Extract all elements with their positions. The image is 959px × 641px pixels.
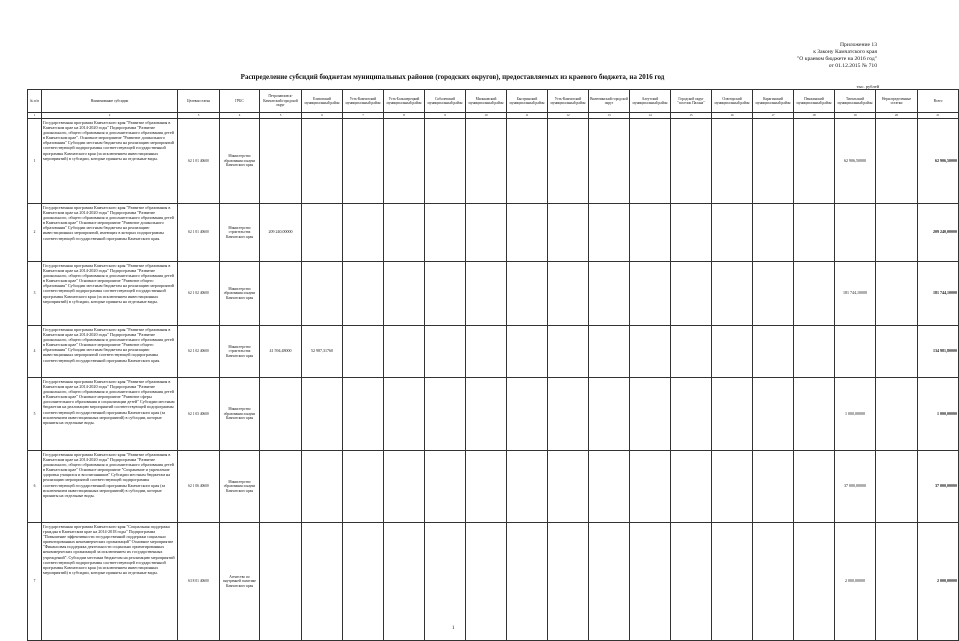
header-cell: ГРБС <box>220 90 260 113</box>
value-cell: 52 987,31760 <box>302 326 343 378</box>
value-cell <box>466 523 507 641</box>
value-cell: 1 000,00000 <box>835 378 876 451</box>
header-row <box>28 90 959 113</box>
value-cell <box>425 262 466 326</box>
row-number: 4 <box>28 326 42 378</box>
value-cell <box>302 378 343 451</box>
value-cell <box>712 451 753 523</box>
value-cell <box>835 204 876 262</box>
value-cell <box>260 262 302 326</box>
value-cell <box>589 262 630 326</box>
value-cell <box>630 119 671 204</box>
document-title: Распределение субсидий бюджетам муниципальных районов (городских округов), предоставляемых из краевого бюджета, на 2016 год <box>240 73 665 81</box>
row-number: 7 <box>28 523 42 641</box>
unallocated-cell <box>876 523 918 641</box>
value-cell: 37 000,00000 <box>835 451 876 523</box>
value-cell <box>548 204 589 262</box>
value-cell <box>466 119 507 204</box>
value-cell <box>630 326 671 378</box>
column-number: 6 <box>302 113 343 119</box>
column-number: 5 <box>260 113 302 119</box>
total-cell: 181 744,10000 <box>918 262 959 326</box>
value-cell <box>260 451 302 523</box>
value-cell <box>548 451 589 523</box>
table-row <box>28 378 959 451</box>
unallocated-cell <box>876 262 918 326</box>
value-cell <box>343 204 384 262</box>
row-number: 6 <box>28 451 42 523</box>
value-cell <box>384 204 425 262</box>
value-cell <box>630 378 671 451</box>
value-cell <box>302 262 343 326</box>
row-number: 1 <box>28 119 42 204</box>
value-cell <box>466 262 507 326</box>
value-cell <box>630 451 671 523</box>
header-cell: Усть-Большерецкий муниципальный район <box>384 90 425 113</box>
subsidy-name: Государственная программа Камчатского края "Развитие образования в Камчатском крае на 2014-2020 годы" Подпрограмма "Развитие дошкольного, общего образования и дополнительного образования детей в Камчатском крае". Основное мероприятие "Развитие дошкольного образования" Субсидии местным бюджетам на реализацию мероприятий соответствующей подпрограммы соответствующей государственной программы Камчатского края (за исключением инвестиционных мероприятий) в субсидии, которые приняты на отдельные виды. <box>42 119 178 204</box>
value-cell <box>712 326 753 378</box>
value-cell <box>753 204 794 262</box>
table-row <box>28 204 959 262</box>
value-cell <box>302 451 343 523</box>
unallocated-cell <box>876 378 918 451</box>
value-cell: 181 744,10000 <box>835 262 876 326</box>
value-cell <box>712 204 753 262</box>
header-cell: Усть-Камчатский муниципальный район <box>548 90 589 113</box>
value-cell <box>466 378 507 451</box>
value-cell <box>589 204 630 262</box>
row-number: 3 <box>28 262 42 326</box>
unallocated-cell <box>876 119 918 204</box>
unallocated-cell <box>876 451 918 523</box>
value-cell <box>343 378 384 451</box>
value-cell <box>671 119 712 204</box>
subsidy-name: Государственная программа Камчатского края "Развитие образования в Камчатском крае на 2014-2020 годы" Подпрограмма "Развитие дошкольного, общего образования и дополнительного образования детей в Камчатском крае" Основное мероприятие "Развитие общего образования" Субсидии местным бюджетам на реализацию инвестиционных мероприятий соответствующей подпрограммы соответствующей государственной программы Камчатского края. <box>42 326 178 378</box>
value-cell <box>425 204 466 262</box>
value-cell <box>466 326 507 378</box>
target-article: 62 1 03 40600 <box>178 378 220 451</box>
table-row <box>28 262 959 326</box>
value-cell <box>507 204 548 262</box>
value-cell <box>671 262 712 326</box>
column-number: 14 <box>630 113 671 119</box>
table-row <box>28 326 959 378</box>
header-cell: Олюторский муниципальный район <box>712 90 753 113</box>
value-cell <box>753 326 794 378</box>
grbs-cell: Министерство образования и науки Камчатского края <box>220 119 260 204</box>
column-number: 20 <box>876 113 918 119</box>
value-cell <box>589 326 630 378</box>
value-cell <box>671 326 712 378</box>
value-cell <box>507 326 548 378</box>
units-label: тыс. рублей <box>856 84 879 89</box>
value-cell <box>507 378 548 451</box>
header-cell: Вилючинский городской округ <box>589 90 630 113</box>
total-cell: 134 981,80000 <box>918 326 959 378</box>
value-cell <box>548 119 589 204</box>
unallocated-cell <box>876 204 918 262</box>
appendix-line-4: от 01.12.2015 № 710 <box>828 63 877 69</box>
value-cell <box>794 119 835 204</box>
column-number: 4 <box>220 113 260 119</box>
header-cell: Пенжинский муниципальный район <box>794 90 835 113</box>
subsidy-name: Государственная программа Камчатского края "Социальная поддержка граждан в Камчатском крае на 2014-2018 годы" Подпрограмма "Повышение эффективности государственной поддержки социально ориентированных некоммерческих организаций" Основное мероприятие "Финансовая поддержка деятельности социально ориентированных некоммерческих организаций за исключением их государственных учреждений". Субсидии местным бюджетам на реализацию мероприятий соответствующей подпрограммы соответствующей государственной программы Камчатского края (за исключением инвестиционных мероприятий) в субсидии, которые приняты на отдельные виды. <box>42 523 178 641</box>
total-cell: 37 000,00000 <box>918 451 959 523</box>
value-cell <box>548 523 589 641</box>
appendix-line-2: к Закону Камчатского края <box>813 49 877 55</box>
value-cell <box>507 119 548 204</box>
target-article: 62 1 01 40600 <box>178 204 220 262</box>
header-cell: Мильковский муниципальный район <box>466 90 507 113</box>
value-cell <box>343 523 384 641</box>
value-cell <box>794 204 835 262</box>
value-cell: 41 594,48000 <box>260 326 302 378</box>
column-number: 13 <box>589 113 630 119</box>
header-cell: Карагинский муниципальный район <box>753 90 794 113</box>
value-cell <box>753 378 794 451</box>
value-cell <box>753 523 794 641</box>
subsidy-name: Государственная программа Камчатского края "Развитие образования в Камчатском крае на 2014-2020 годы" Подпрограмма "Развитие дошкольного, общего образования и дополнительного образования детей в Камчатском крае" Основное мероприятие "Сохранение и укрепление здоровья учащихся и воспитанников" Субсидии местным бюджетам на реализацию мероприятий соответствующей подпрограммы соответствующей государственной программы Камчатского края (за исключением инвестиционных мероприятий) в субсидии, которые приняты на отдельные виды. <box>42 451 178 523</box>
value-cell <box>343 262 384 326</box>
target-article: 62 1 06 40600 <box>178 451 220 523</box>
grbs-cell: Министерство строительства Камчатского края <box>220 204 260 262</box>
value-cell <box>671 451 712 523</box>
value-cell <box>671 204 712 262</box>
value-cell <box>507 523 548 641</box>
total-cell: 1 000,00000 <box>918 378 959 451</box>
target-article: 63 8 01 40600 <box>178 523 220 641</box>
value-cell <box>794 523 835 641</box>
header-cell: Соболевский муниципальный район <box>425 90 466 113</box>
value-cell <box>384 451 425 523</box>
value-cell <box>260 119 302 204</box>
value-cell <box>466 451 507 523</box>
column-number: 11 <box>507 113 548 119</box>
header-cell: Целевая статья <box>178 90 220 113</box>
value-cell <box>589 378 630 451</box>
column-number: 19 <box>835 113 876 119</box>
header-cell: Усть-Камчатский муниципальный район <box>343 90 384 113</box>
value-cell <box>548 262 589 326</box>
value-cell <box>794 378 835 451</box>
value-cell <box>794 262 835 326</box>
table-row <box>28 523 959 641</box>
value-cell <box>343 451 384 523</box>
value-cell <box>835 326 876 378</box>
column-number: 10 <box>466 113 507 119</box>
appendix-block <box>637 42 877 70</box>
value-cell <box>794 451 835 523</box>
value-cell <box>384 378 425 451</box>
column-number: 7 <box>343 113 384 119</box>
value-cell <box>302 119 343 204</box>
value-cell <box>260 378 302 451</box>
value-cell <box>753 262 794 326</box>
column-number: 9 <box>425 113 466 119</box>
header-cell: Петропавловск-Камчатский городской округ <box>260 90 302 113</box>
grbs-cell: Министерство образования и науки Камчатского края <box>220 262 260 326</box>
table-row <box>28 119 959 204</box>
value-cell <box>425 523 466 641</box>
value-cell <box>548 378 589 451</box>
column-number: 16 <box>712 113 753 119</box>
value-cell <box>384 119 425 204</box>
grbs-cell: Министерство образования и науки Камчатского края <box>220 451 260 523</box>
value-cell <box>671 523 712 641</box>
value-cell <box>630 262 671 326</box>
value-cell <box>753 451 794 523</box>
column-number: 17 <box>753 113 794 119</box>
column-number: 15 <box>671 113 712 119</box>
column-number: 1 <box>28 113 42 119</box>
total-cell: 62 906,50000 <box>918 119 959 204</box>
grbs-cell: Агентство по внутренней политике Камчатского края <box>220 523 260 641</box>
value-cell <box>302 204 343 262</box>
value-cell <box>343 119 384 204</box>
subsidy-table <box>27 89 959 641</box>
row-number: 5 <box>28 378 42 451</box>
unallocated-cell <box>876 326 918 378</box>
value-cell <box>425 451 466 523</box>
value-cell <box>384 262 425 326</box>
value-cell <box>671 378 712 451</box>
value-cell <box>589 451 630 523</box>
value-cell <box>260 523 302 641</box>
appendix-line-1: Приложение 13 <box>839 42 877 48</box>
value-cell <box>753 119 794 204</box>
value-cell <box>589 119 630 204</box>
appendix-line-3: "О краевом бюджете на 2016 год" <box>797 56 877 62</box>
value-cell: 2 000,00000 <box>835 523 876 641</box>
value-cell <box>302 523 343 641</box>
value-cell <box>630 204 671 262</box>
value-cell <box>630 523 671 641</box>
header-cell: Городской округ "поселок Палана" <box>671 90 712 113</box>
header-cell: Алеутский муниципальный район <box>630 90 671 113</box>
header-cell: Всего <box>918 90 959 113</box>
header-cell: № п/п <box>28 90 42 113</box>
header-cell: Нераспределенные остатки <box>876 90 918 113</box>
table-row <box>28 451 959 523</box>
total-cell: 209 240,00000 <box>918 204 959 262</box>
value-cell <box>425 378 466 451</box>
value-cell <box>712 119 753 204</box>
value-cell <box>589 523 630 641</box>
column-number: 8 <box>384 113 425 119</box>
value-cell <box>794 326 835 378</box>
value-cell: 62 906,50000 <box>835 119 876 204</box>
target-article: 62 1 02 40600 <box>178 326 220 378</box>
value-cell <box>507 262 548 326</box>
value-cell <box>712 523 753 641</box>
value-cell <box>425 326 466 378</box>
header-cell: Тигильский муниципальный район <box>835 90 876 113</box>
value-cell <box>712 262 753 326</box>
subsidy-name: Государственная программа Камчатского края "Развитие образования в Камчатском крае на 2014-2020 годы" Подпрограмма "Развитие дошкольного, общего образования и дополнительного образования детей в Камчатском крае" Основное мероприятие "Развитие общего образования" Субсидии местным бюджетам на реализацию мероприятий соответствующей подпрограммы соответствующей государственной программы Камчатского края (за исключением инвестиционных мероприятий) в субсидии, которые приняты на отдельные виды. <box>42 262 178 326</box>
subsidy-name: Государственная программа Камчатского края "Развитие образования в Камчатском крае на 2014-2020 годы" Подпрограмма "Развитие дошкольного, общего образования и дополнительного образования детей в Камчатском крае" Основное мероприятие "Развитие дошкольного образования" Субсидии местным бюджетам на реализацию инвестиционных мероприятий, имеющих в которых подпрограммы соответствующей государственной программы Камчатского края. <box>42 204 178 262</box>
value-cell <box>712 378 753 451</box>
value-cell <box>507 451 548 523</box>
column-number: 12 <box>548 113 589 119</box>
column-number: 3 <box>178 113 220 119</box>
row-number: 2 <box>28 204 42 262</box>
target-article: 62 1 02 40600 <box>178 262 220 326</box>
value-cell <box>548 326 589 378</box>
value-cell: 209 240,00000 <box>260 204 302 262</box>
subsidy-name: Государственная программа Камчатского края "Развитие образования в Камчатском крае на 2014-2020 годы" Подпрограмма "Развитие дошкольного, общего образования и дополнительного образования детей в Камчатском крае" Основное мероприятие "Развитие сферы дополнительного образования и социализации детей" Субсидии местным бюджетам на реализацию мероприятий соответствующей подпрограммы соответствующей государственной программы Камчатского края (за исключением инвестиционных мероприятий) в субсидии, которые приняты на отдельные виды. <box>42 378 178 451</box>
value-cell <box>384 326 425 378</box>
column-number: 18 <box>794 113 835 119</box>
target-article: 62 1 01 40600 <box>178 119 220 204</box>
header-cell: Быстринский муниципальный район <box>507 90 548 113</box>
grbs-cell: Министерство строительства Камчатского края <box>220 326 260 378</box>
value-cell <box>343 326 384 378</box>
grbs-cell: Министерство образования и науки Камчатского края <box>220 378 260 451</box>
value-cell <box>466 204 507 262</box>
header-cell: Елизовский муниципальный район <box>302 90 343 113</box>
column-number: 2 <box>42 113 178 119</box>
header-cell: Наименование субсидии <box>42 90 178 113</box>
value-cell <box>425 119 466 204</box>
page-number: 1 <box>452 626 455 631</box>
total-cell: 2 000,00000 <box>918 523 959 641</box>
value-cell <box>384 523 425 641</box>
column-number: 21 <box>918 113 959 119</box>
